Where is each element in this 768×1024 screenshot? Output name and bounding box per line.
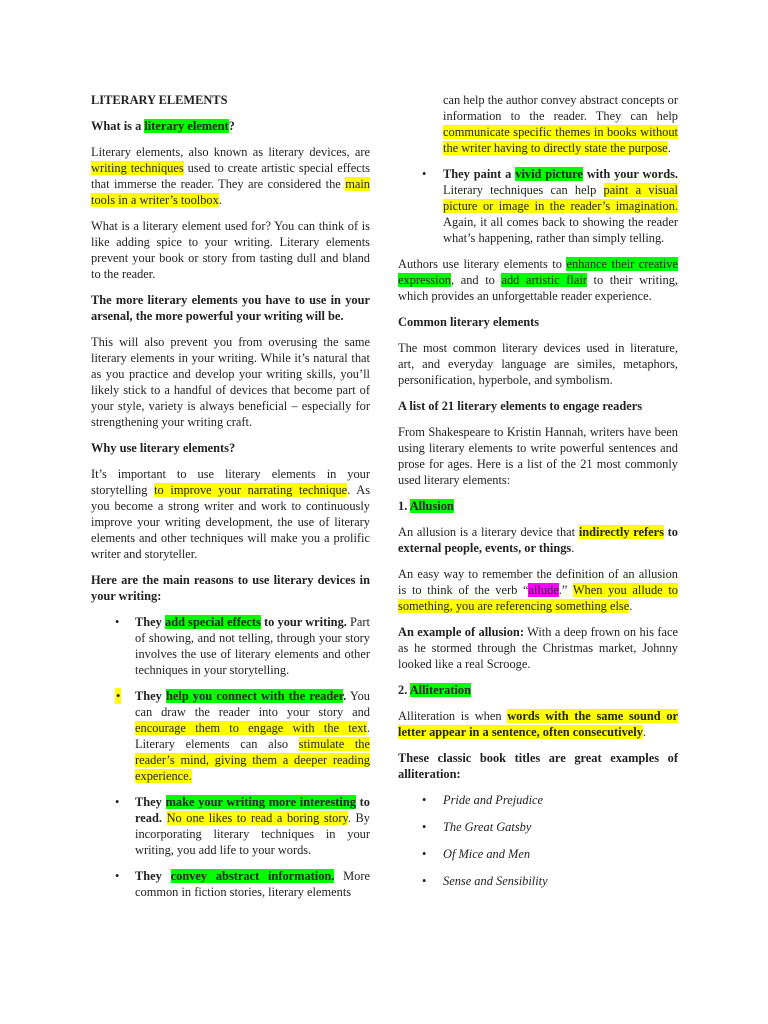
text-run: . Literary elements can also [135, 721, 370, 751]
heading-why-use: Why use literary elements? [91, 441, 236, 455]
text-run: With a deep frown on his face as he stormed through the Christmas market, Johnny looked like a real Scrooge. [398, 625, 678, 671]
paragraph-bold-arsenal: The more literary elements you have to use in your arsenal, the more powerful your writing will be. [91, 293, 370, 323]
text-run [162, 811, 167, 825]
book-title: Sense and Sensibility [443, 874, 548, 888]
highlight-yellow: communicate specific themes in books without the writer having to directly state the purpose [443, 125, 678, 155]
text-run: . [667, 141, 671, 155]
document-title: LITERARY ELEMENTS [91, 93, 228, 107]
highlight-green: literary element [144, 119, 229, 133]
highlight-green: Allusion [409, 499, 454, 513]
text-run: You can draw the reader into your story and [135, 689, 370, 719]
highlight-green: add special effects [165, 615, 261, 629]
text-run: . [629, 599, 633, 613]
text-run: An easy way to remember the definition of an allusion is to think of the verb “ [398, 567, 678, 597]
bullet-icon: • [422, 874, 427, 888]
list-item [398, 792, 678, 808]
highlight-green: enhance their creative expression [398, 257, 678, 287]
paragraph-definition [91, 144, 370, 208]
text-run: . [642, 725, 647, 739]
highlight-green: Alliteration [409, 683, 471, 697]
highlight-yellow: indirectly refers [578, 525, 664, 539]
text-run: . [571, 541, 575, 555]
text-run: They [135, 615, 166, 629]
heading-common: Common literary elements [398, 315, 540, 329]
paragraph-alliteration [398, 708, 678, 740]
list-item [398, 846, 678, 862]
text-run: Alliteration is when [398, 709, 508, 723]
highlight-yellow: main tools in a writer’s toolbox [91, 177, 370, 207]
bullet-icon: • [115, 615, 120, 629]
paragraph-overuse: This will also prevent you from overusing the same literary elements in your writing. While it’s natural that as you practice and develop your writing skills, you’ll likely stick to a handful of devices that become part of your style, variety is always beneficial – especially for strengthening your writing craft. [91, 335, 370, 429]
list-item [91, 868, 370, 900]
highlight-yellow: words with the same sound [507, 709, 661, 723]
bullet-icon: • [115, 869, 120, 883]
text-run: to read. [135, 795, 371, 825]
text-run: An example of allusion: [398, 625, 524, 639]
bullet-icon: • [422, 793, 427, 807]
text-run: Again, it all comes back to showing the reader what’s happening, rather than simply telling. [443, 215, 678, 245]
paragraph-allusion-example [398, 624, 678, 672]
list-item [398, 873, 678, 889]
highlight-green: vivid picture [515, 167, 583, 181]
bullet-icon: • [422, 167, 427, 181]
bullet-icon: • [116, 689, 121, 703]
highlight-magenta: allude [528, 583, 559, 597]
text-run: Part of showing, and not telling, through your story involves the use of literary elements and other techniques in your storytelling. [135, 615, 371, 677]
paragraph-common: The most common literary devices used in literature, art, and everyday language are similes, metaphors, personification, hyperbole, and symbolism. [398, 341, 678, 387]
heading-what-is [91, 118, 370, 134]
highlight-yellow: When you allude to something, you are referencing something else [398, 583, 678, 613]
text-run: .” [558, 583, 573, 597]
highlight-yellow: writing techniques [91, 161, 184, 175]
text-run: to their writing, which provides an unforgettable reader experience. [398, 273, 678, 303]
highlight-green: help you connect with the reader [166, 689, 344, 703]
highlight-green: make your writing more interesting [165, 795, 356, 809]
highlight-yellow: paint a visual picture or image in the reader’s imagination. [443, 183, 678, 213]
heading-number: 1. [398, 499, 410, 513]
heading-list-21: A list of 21 literary elements to engage readers [398, 399, 643, 413]
heading-text: What is a [91, 119, 145, 133]
book-title: Pride and Prejudice [443, 793, 544, 807]
text-run: They paint a [443, 167, 516, 181]
text-run: They [135, 795, 166, 809]
text-run: . [218, 193, 222, 207]
paragraph-classic-titles: These classic book titles are great examples of alliteration: [398, 751, 678, 781]
heading-allusion [398, 498, 678, 514]
text-run: . [343, 689, 347, 703]
heading-alliteration [398, 682, 678, 698]
paragraph-allude [398, 566, 678, 614]
text-run: can help the author convey abstract concepts or information to the reader. They can help [443, 93, 678, 123]
reasons-list [91, 614, 370, 900]
list-item [398, 819, 678, 835]
heading-main-reasons: Here are the main reasons to use literary devices in your writing: [91, 573, 370, 603]
paragraph-importance [91, 466, 370, 562]
highlight-yellow: stimulate the reader’s mind, giving them a deeper reading experience. [135, 737, 370, 783]
text-run: An allusion is a literary device that [398, 525, 579, 539]
list-item [91, 794, 370, 858]
text-run: They [135, 869, 171, 883]
text-run: used to create artistic special effects that immerse the reader. They are considered the [91, 161, 370, 191]
highlight-yellow: No one likes to read a boring story [166, 811, 348, 825]
bullet-icon: • [422, 820, 427, 834]
book-titles-list [398, 792, 678, 889]
highlight-green: convey abstract information. [170, 869, 335, 883]
text-run: . By incorporating literary techniques in your writing, you add life to your words. [135, 811, 370, 857]
book-title: Of Mice and Men [443, 847, 531, 861]
list-item [91, 688, 370, 784]
paragraph-shakespeare: From Shakespeare to Kristin Hannah, writers have been using literary elements to write powerful sentences and prose for ages. Here is a list of the 21 most commonly used literary elements: [398, 425, 678, 487]
heading-text: ? [228, 119, 235, 133]
highlight-yellow: encourage them to engage with the text [135, 721, 367, 735]
text-run: Literary techniques can help [443, 183, 604, 197]
text-run: to external people, events, or things [398, 525, 679, 555]
list-item-continuation [398, 92, 678, 156]
paragraph-authors [398, 256, 678, 304]
text-run: with your words. [582, 167, 679, 181]
bullet-icon: • [115, 795, 120, 809]
text-run: , and to [451, 273, 502, 287]
heading-number: 2. [398, 683, 410, 697]
list-item [398, 166, 678, 246]
text-run: to your writing. [260, 615, 347, 629]
text-run: Literary elements, also known as literary devices, are [91, 145, 370, 159]
left-column [91, 92, 370, 910]
highlight-yellow: to improve your narrating technique [154, 483, 348, 497]
text-run: Authors use literary elements to [398, 257, 567, 271]
reasons-list-continued [398, 92, 678, 246]
highlight-green: add artistic flair [501, 273, 587, 287]
paragraph-allusion [398, 524, 678, 556]
list-item [91, 614, 370, 678]
text-run: It’s important to use literary elements in your storytelling [91, 467, 370, 497]
book-title: The Great Gatsby [443, 820, 532, 834]
text-run: More common in fiction stories, literary elements [135, 869, 371, 899]
text-run: . As you become a strong writer and work to continuously improve your writing development, the use of literary elements and other techniques will make you a prolific writer and storyteller. [91, 483, 371, 561]
right-column [398, 92, 678, 900]
text-run: They [135, 689, 167, 703]
paragraph-usage: What is a literary element used for? You can think of is like adding spice to your writing. Literary elements prevent your book or story from tasting dull and bland to the reader. [91, 219, 370, 281]
highlight-yellow: or letter appear in a sentence, often consecutively [398, 709, 679, 739]
bullet-icon: • [422, 847, 427, 861]
